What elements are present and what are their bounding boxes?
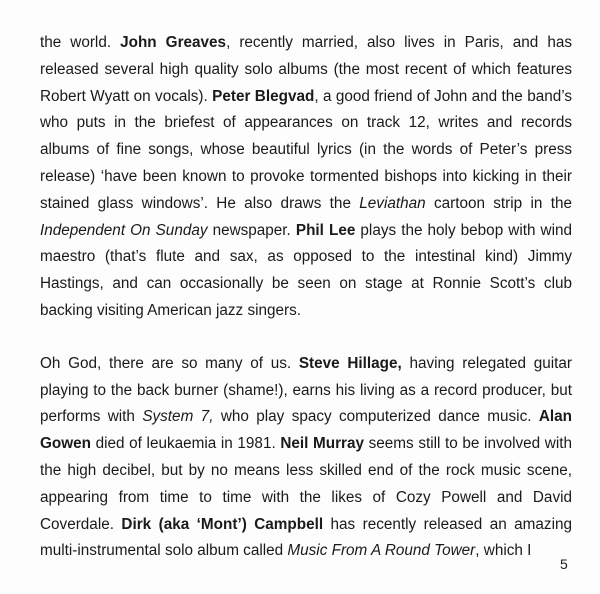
text-run: newspaper.	[207, 221, 296, 239]
bold-name-phil-lee: Phil Lee	[295, 221, 356, 239]
italic-title-system-7: System 7,	[142, 408, 214, 426]
page-number: 5	[560, 556, 568, 572]
bold-name-alan-gowen: Alan Gowen	[40, 408, 572, 453]
bold-name-dirk-campbell: Dirk (aka ‘Mont’) Campbell	[121, 515, 324, 533]
text-run: died of leukaemia in 1981.	[91, 435, 281, 453]
paragraph-1	[40, 30, 572, 325]
bold-name-john-greaves: John Greaves	[120, 34, 227, 51]
italic-title-leviathan: Leviathan	[359, 194, 426, 212]
text-run: seems still to be involved with the high decibel, but by no means less skilled end of the rock music scene, appearing from time to time with the likes of Cozy Powell and David Coverdale.	[40, 435, 572, 533]
text-run: the world.	[40, 34, 121, 51]
bold-name-peter-blegvad: Peter Blegvad	[212, 87, 315, 105]
text-run: who play spacy computerized dance music.	[213, 408, 539, 426]
text-run: Oh God, there are so many of us.	[40, 354, 299, 372]
text-run: plays the holy bebop with wind maestro (that’s flute and sax, as opposed to the intestinal kind) Jimmy Hastings, and can occasionally be seen on stage at Ronnie Scott’s club backing visiting American jazz singers.	[40, 221, 572, 319]
italic-title-music-from-a-round-tower: Music From A Round Tower	[287, 542, 476, 560]
body-text	[40, 30, 572, 565]
bold-name-steve-hillage: Steve Hillage,	[298, 354, 402, 372]
text-run: , a good friend of John and the band’s who puts in the briefest of appearances on track 12, writes and records albums of fine songs, whose beautiful lyrics (in the words of Peter’s press release) ‘have been known to provoke tormented bishops into kicking in their stained glass windows’. He also draws the	[40, 87, 573, 212]
text-run: , which I	[475, 542, 532, 560]
text-run: cartoon strip in the	[425, 194, 572, 212]
text-run: having relegated guitar playing to the back burner (shame!), earns his living as a record producer, but performs with	[40, 354, 572, 426]
bold-name-neil-murray: Neil Murray	[280, 435, 365, 453]
text-run: , recently married, also lives in Paris, and has released several high quality solo albums (the most recent of which features Robert Wyatt on vocals).	[40, 34, 572, 105]
italic-title-independent-on-sunday: Independent On Sunday	[40, 221, 208, 239]
paragraph-2	[40, 351, 572, 565]
text-run: has recently released an amazing multi-instrumental solo album called	[40, 515, 572, 560]
